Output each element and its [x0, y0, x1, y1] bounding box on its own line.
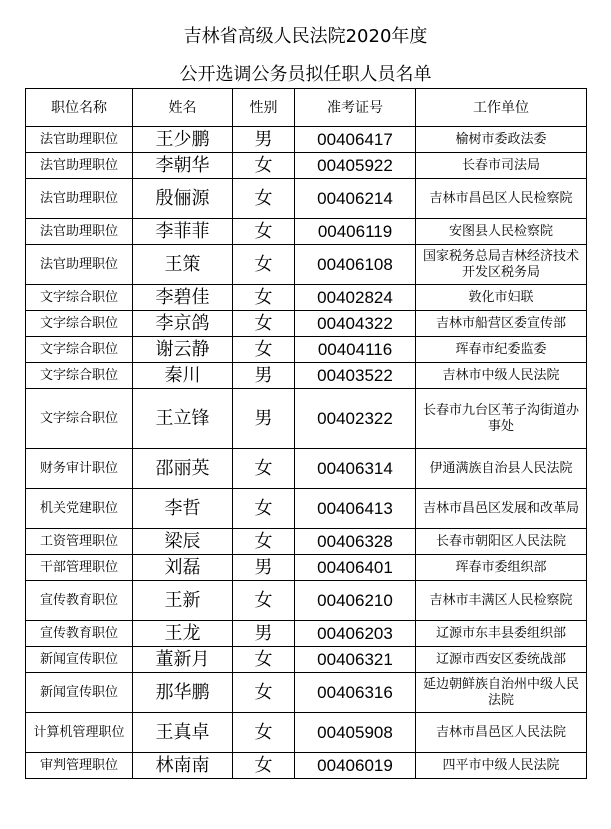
position-cell: 计算机管理职位 [26, 713, 133, 753]
exam-number-cell: 00402824 [295, 285, 416, 311]
position-cell: 工资管理职位 [26, 529, 133, 555]
exam-number-cell: 00406108 [295, 245, 416, 285]
work-unit-cell: 辽源市东丰县委组织部 [416, 621, 587, 647]
gender-cell: 男 [233, 621, 295, 647]
gender-cell: 女 [233, 245, 295, 285]
exam-number-cell: 00406401 [295, 555, 416, 581]
table-row [26, 529, 587, 555]
position-cell: 法官助理职位 [26, 127, 133, 153]
table-row [26, 489, 587, 529]
name-cell: 梁辰 [133, 529, 233, 555]
name-cell: 李哲 [133, 489, 233, 529]
exam-number-cell: 00405922 [295, 153, 416, 179]
name-cell: 殷俪源 [133, 179, 233, 219]
work-unit-cell: 吉林市中级人民法院 [416, 363, 587, 389]
table-row [26, 179, 587, 219]
exam-number-cell: 00406321 [295, 647, 416, 673]
position-cell: 文字综合职位 [26, 311, 133, 337]
position-cell: 宣传教育职位 [26, 621, 133, 647]
work-unit-cell: 长春市司法局 [416, 153, 587, 179]
table-row [26, 713, 587, 753]
gender-cell: 女 [233, 489, 295, 529]
name-cell: 邵丽英 [133, 449, 233, 489]
position-cell: 审判管理职位 [26, 753, 133, 779]
table-row [26, 647, 587, 673]
table-row [26, 363, 587, 389]
work-unit-cell: 伊通满族自治县人民法院 [416, 449, 587, 489]
gender-cell: 女 [233, 311, 295, 337]
name-cell: 李京鸽 [133, 311, 233, 337]
gender-cell: 男 [233, 389, 295, 449]
work-unit-cell: 长春市朝阳区人民法院 [416, 529, 587, 555]
work-unit-cell: 国家税务总局吉林经济技术开发区税务局 [416, 245, 587, 285]
name-cell: 王龙 [133, 621, 233, 647]
position-cell: 文字综合职位 [26, 363, 133, 389]
position-cell: 干部管理职位 [26, 555, 133, 581]
position-cell: 法官助理职位 [26, 179, 133, 219]
table-row [26, 389, 587, 449]
name-cell: 王新 [133, 581, 233, 621]
gender-cell: 女 [233, 153, 295, 179]
gender-cell: 女 [233, 219, 295, 245]
work-unit-cell: 吉林市丰满区人民检察院 [416, 581, 587, 621]
table-row [26, 753, 587, 779]
table-row [26, 127, 587, 153]
work-unit-cell: 榆树市委政法委 [416, 127, 587, 153]
name-cell: 李朝华 [133, 153, 233, 179]
name-cell: 王少鹏 [133, 127, 233, 153]
gender-cell: 女 [233, 529, 295, 555]
position-cell: 宣传教育职位 [26, 581, 133, 621]
table-row [26, 449, 587, 489]
name-cell: 李菲菲 [133, 219, 233, 245]
exam-number-cell: 00403522 [295, 363, 416, 389]
exam-number-cell: 00406314 [295, 449, 416, 489]
header-position: 职位名称 [26, 89, 133, 127]
name-cell: 林南南 [133, 753, 233, 779]
document-title: 吉林省高级人民法院2020年度 [183, 26, 428, 47]
work-unit-cell: 延边朝鲜族自治州中级人民法院 [416, 673, 587, 713]
header-gender: 性别 [233, 89, 295, 127]
work-unit-cell: 吉林市船营区委宣传部 [416, 311, 587, 337]
name-cell: 王真卓 [133, 713, 233, 753]
position-cell: 文字综合职位 [26, 285, 133, 311]
name-cell: 董新月 [133, 647, 233, 673]
position-cell: 法官助理职位 [26, 153, 133, 179]
position-cell: 法官助理职位 [26, 245, 133, 285]
gender-cell: 女 [233, 449, 295, 489]
table-row [26, 581, 587, 621]
exam-number-cell: 00406316 [295, 673, 416, 713]
name-cell: 秦川 [133, 363, 233, 389]
table-row [26, 311, 587, 337]
exam-number-cell: 00406413 [295, 489, 416, 529]
gender-cell: 女 [233, 179, 295, 219]
work-unit-cell: 吉林市昌邑区人民检察院 [416, 179, 587, 219]
exam-number-cell: 00406119 [295, 219, 416, 245]
work-unit-cell: 吉林市昌邑区人民法院 [416, 713, 587, 753]
exam-number-cell: 00405908 [295, 713, 416, 753]
header-work-unit: 工作单位 [416, 89, 587, 127]
gender-cell: 女 [233, 713, 295, 753]
gender-cell: 女 [233, 285, 295, 311]
position-cell: 机关党建职位 [26, 489, 133, 529]
work-unit-cell: 吉林市昌邑区发展和改革局 [416, 489, 587, 529]
name-cell: 谢云静 [133, 337, 233, 363]
work-unit-cell: 长春市九台区苇子沟街道办事处 [416, 389, 587, 449]
exam-number-cell: 00406417 [295, 127, 416, 153]
work-unit-cell: 辽源市西安区委统战部 [416, 647, 587, 673]
work-unit-cell: 四平市中级人民法院 [416, 753, 587, 779]
gender-cell: 女 [233, 753, 295, 779]
table-row [26, 621, 587, 647]
position-cell: 财务审计职位 [26, 449, 133, 489]
gender-cell: 女 [233, 673, 295, 713]
name-cell: 王策 [133, 245, 233, 285]
table-row [26, 337, 587, 363]
work-unit-cell: 珲春市纪委监委 [416, 337, 587, 363]
table-row [26, 245, 587, 285]
table-row [26, 153, 587, 179]
table-row [26, 219, 587, 245]
exam-number-cell: 00406203 [295, 621, 416, 647]
document-subtitle: 公开选调公务员拟任职人员名单 [179, 64, 432, 85]
gender-cell: 女 [233, 337, 295, 363]
exam-number-cell: 00406328 [295, 529, 416, 555]
work-unit-cell: 珲春市委组织部 [416, 555, 587, 581]
name-cell: 那华鹏 [133, 673, 233, 713]
table-header-row [26, 89, 587, 127]
gender-cell: 女 [233, 647, 295, 673]
position-cell: 新闻宣传职位 [26, 647, 133, 673]
roster-table [25, 88, 587, 779]
table-row [26, 673, 587, 713]
gender-cell: 男 [233, 363, 295, 389]
position-cell: 新闻宣传职位 [26, 673, 133, 713]
work-unit-cell: 敦化市妇联 [416, 285, 587, 311]
gender-cell: 男 [233, 127, 295, 153]
gender-cell: 男 [233, 555, 295, 581]
table-row [26, 285, 587, 311]
position-cell: 法官助理职位 [26, 219, 133, 245]
position-cell: 文字综合职位 [26, 337, 133, 363]
position-cell: 文字综合职位 [26, 389, 133, 449]
exam-number-cell: 00404322 [295, 311, 416, 337]
header-exam-number: 准考证号 [295, 89, 416, 127]
work-unit-cell: 安图县人民检察院 [416, 219, 587, 245]
exam-number-cell: 00402322 [295, 389, 416, 449]
exam-number-cell: 00406019 [295, 753, 416, 779]
exam-number-cell: 00406210 [295, 581, 416, 621]
table-row [26, 555, 587, 581]
exam-number-cell: 00406214 [295, 179, 416, 219]
name-cell: 王立锋 [133, 389, 233, 449]
exam-number-cell: 00404116 [295, 337, 416, 363]
name-cell: 刘磊 [133, 555, 233, 581]
header-name: 姓名 [133, 89, 233, 127]
name-cell: 李碧佳 [133, 285, 233, 311]
gender-cell: 女 [233, 581, 295, 621]
